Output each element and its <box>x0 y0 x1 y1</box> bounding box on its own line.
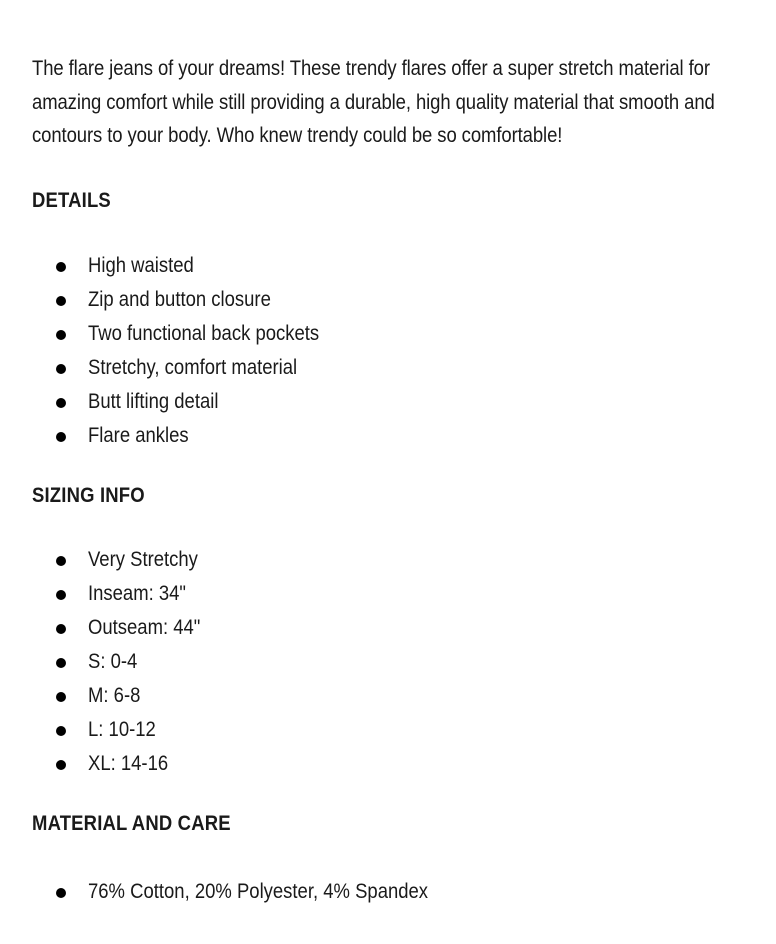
bullet-icon <box>56 262 66 272</box>
list-item: Butt lifting detail <box>32 385 744 419</box>
bullet-icon <box>56 330 66 340</box>
list-item: 76% Cotton, 20% Polyester, 4% Spandex <box>32 875 744 909</box>
bullet-icon <box>56 432 66 442</box>
list-item: High waisted <box>32 249 744 283</box>
list-item: Very Stretchy <box>32 543 744 577</box>
sizing-info-heading: SIZING INFO <box>32 483 145 507</box>
bullet-icon <box>56 364 66 374</box>
bullet-icon <box>56 398 66 408</box>
list-item: S: 0-4 <box>32 645 744 679</box>
bullet-icon <box>56 726 66 736</box>
bullet-icon <box>56 624 66 634</box>
bullet-icon <box>56 658 66 668</box>
list-item: Stretchy, comfort material <box>32 351 744 385</box>
details-list <box>32 249 744 453</box>
list-item: Zip and button closure <box>32 283 744 317</box>
list-item: XL: 14-16 <box>32 747 744 781</box>
bullet-icon <box>56 692 66 702</box>
intro-paragraph: The flare jeans of your dreams! These trendy flares offer a super stretch material for amazing comfort while still providing a durable, high quality material that smooth and contours to your body. Who knew trendy could be so comfortable! <box>32 57 715 147</box>
sizing-list <box>32 543 744 781</box>
material-and-care-heading: MATERIAL AND CARE <box>32 811 231 835</box>
bullet-icon <box>56 590 66 600</box>
list-item: Inseam: 34" <box>32 577 744 611</box>
list-item: M: 6-8 <box>32 679 744 713</box>
material-list <box>32 875 744 909</box>
list-item: Two functional back pockets <box>32 317 744 351</box>
bullet-icon <box>56 556 66 566</box>
list-item: L: 10-12 <box>32 713 744 747</box>
details-heading: DETAILS <box>32 188 111 212</box>
list-item: Outseam: 44" <box>32 611 744 645</box>
bullet-icon <box>56 888 66 898</box>
bullet-icon <box>56 760 66 770</box>
bullet-icon <box>56 296 66 306</box>
list-item: Flare ankles <box>32 419 744 453</box>
